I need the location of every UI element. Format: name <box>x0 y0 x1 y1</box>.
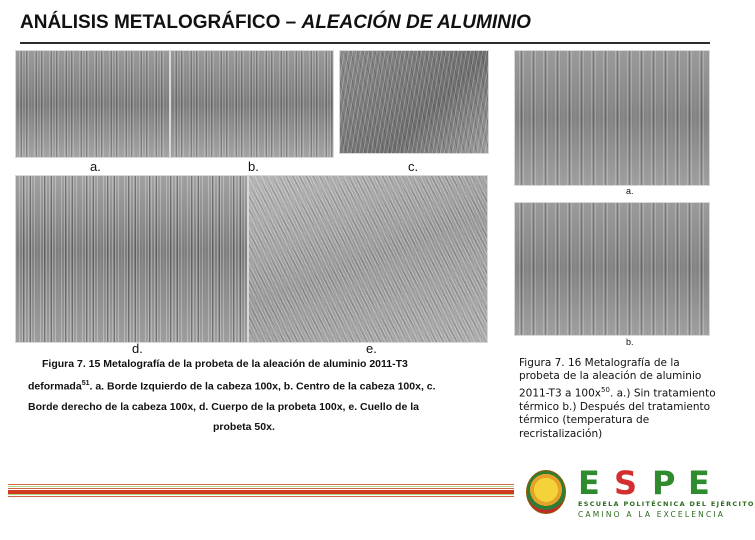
micrograph-untreated <box>514 50 710 186</box>
caption-left-line2-rest: . a. Borde Izquierdo de la cabeza 100x, b. Centro de la cabeza 100x, c. <box>89 380 436 393</box>
caption-left-line2 <box>28 374 478 397</box>
caption-left-line1: Figura 7. 15 Metalografía de la probeta de la aleación de aluminio 2011-T3 <box>42 358 408 370</box>
caption-left-line2-prefix: deformada <box>28 380 82 393</box>
caption-figure-7-15 <box>28 354 478 437</box>
title-italic: ALEACIÓN DE ALUMINIO <box>301 12 531 33</box>
micrograph-treated <box>514 202 710 336</box>
caption-right-line5: térmico (temperatura de <box>519 414 650 427</box>
caption-figure-7-16 <box>519 357 715 441</box>
label-b: b. <box>248 159 259 174</box>
label-right-a: a. <box>626 186 634 196</box>
slide-title <box>20 12 710 44</box>
micrograph-c-right-head <box>339 50 489 154</box>
logo-letter-e1: E <box>578 464 600 502</box>
micrograph-e-specimen-neck <box>248 175 488 343</box>
espe-seal-icon <box>526 470 566 514</box>
micrograph-d-specimen-body <box>15 175 248 343</box>
caption-right-line1: Figura 7. 16 Metalografía de la <box>519 357 680 369</box>
caption-right-line3-prefix: 2011-T3 a 100x <box>519 387 602 400</box>
caption-right-line3-ref: 50 <box>601 385 610 394</box>
micrograph-b-head-center <box>170 50 334 158</box>
logo-letter-s: S <box>614 464 638 502</box>
label-right-b: b. <box>626 337 634 347</box>
title-normal: ANÁLISIS METALOGRÁFICO – <box>20 12 302 33</box>
espe-logo <box>522 464 755 526</box>
caption-right-line3-rest: . a.) Sin tratamiento <box>609 387 716 400</box>
caption-right-line2: probeta de la aleación de aluminio <box>519 370 702 383</box>
espe-letters <box>578 466 712 500</box>
caption-left-line4: probeta 50x. <box>213 420 275 433</box>
logo-letter-e2: E <box>688 464 710 502</box>
caption-left-line2-ref: 51 <box>81 380 90 387</box>
caption-right-line3 <box>519 384 715 401</box>
label-d: d. <box>132 341 143 356</box>
footer-red-line <box>8 490 514 494</box>
logo-subtitle: ESCUELA POLITÉCNICA DEL EJÉRCITO <box>578 500 755 508</box>
label-c: c. <box>408 159 419 174</box>
caption-right-line6: recristalización) <box>519 427 603 440</box>
logo-letter-p: P <box>652 464 676 502</box>
caption-left-line3: Borde derecho de la cabeza 100x, d. Cuerpo de la probeta 100x, e. Cuello de la <box>28 400 419 413</box>
label-a: a. <box>90 159 101 174</box>
label-e: e. <box>366 341 377 356</box>
logo-tagline: CAMINO A LA EXCELENCIA <box>578 510 726 519</box>
caption-right-line4: térmico b.) Después del tratamiento <box>519 400 711 413</box>
micrograph-a-left-head <box>15 50 170 158</box>
